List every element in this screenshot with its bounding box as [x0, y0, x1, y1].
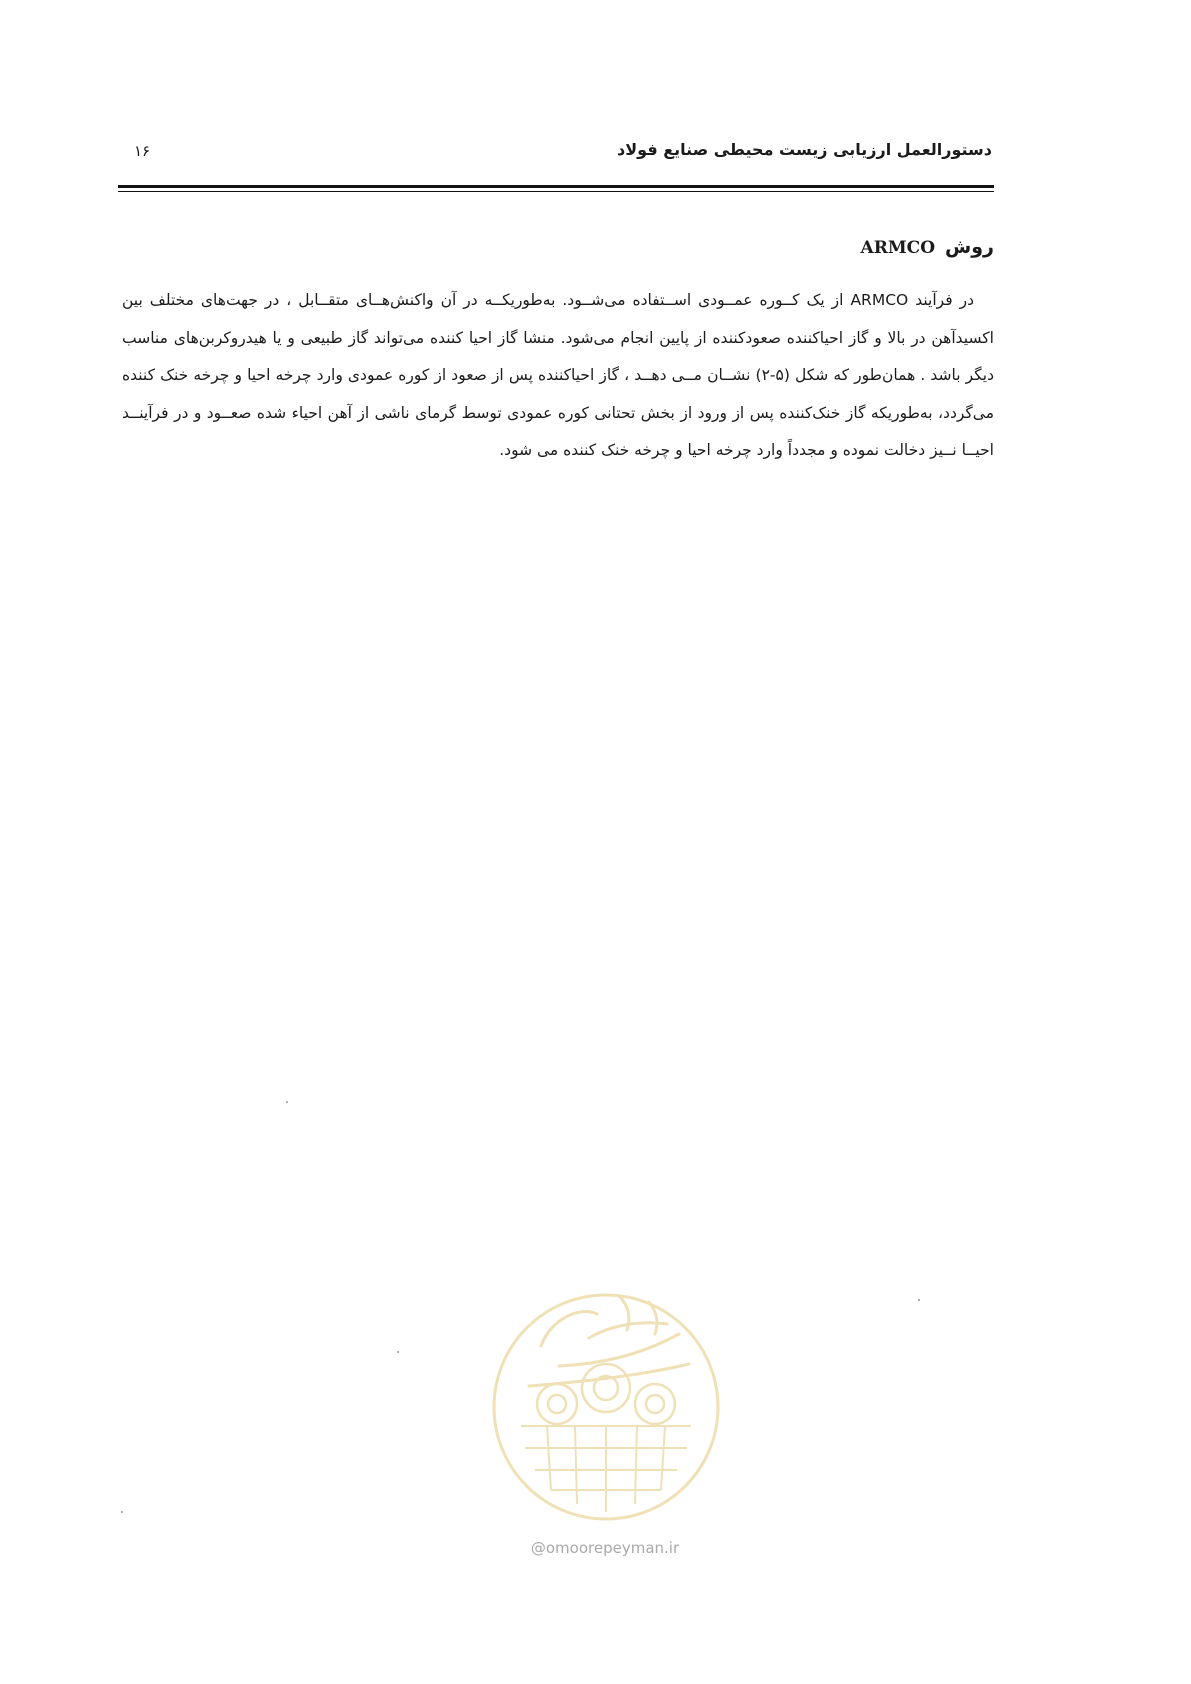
section-heading-latin: ARMCO [860, 238, 936, 258]
watermark-url: @omoorepeyman.ir [530, 1539, 680, 1557]
section-heading [861, 236, 994, 258]
page-number: ۱۶ [134, 142, 151, 160]
scan-speck [918, 1299, 920, 1301]
scan-speck [121, 1511, 123, 1513]
watermark-logo [489, 1276, 723, 1538]
header-rule-thin [118, 191, 994, 192]
section-heading-persian: روش [945, 236, 994, 258]
body-paragraph: در فرآیند ARMCO از یک کــوره عمــودی اســتفاده می‌شــود. به‌طوریکــه در آن واکنش‌هــای متقــابل ، در جهت‌های مختلف بین اکسیدآهن در بالا و گاز احیاکننده صعودکننده از پایین انجام می‌شود. منشا گاز احیا کننده می‌تواند گاز طبیعی و یا هیدروکربن‌های مناسب دیگر باشد . همان‌طور که شکل (۵-۲) نشــان مــی دهــد ، گاز احیاکننده پس از صعود از کوره عمودی وارد چرخه احیا و چرخه خنک کننده می‌گردد، به‌طوریکه گاز خنک‌کننده پس از ورود از بخش تحتانی کوره عمودی توسط گرمای ناشی از آهن احیاء شده صعــود و در فرآینــد احیــا نــیز دخالت نموده و مجدداً وارد چرخه احیا و چرخه خنک کننده می شود. [122, 291, 994, 459]
scan-speck [397, 1351, 399, 1353]
running-title: دستورالعمل ارزیابی زیست محیطی صنایع فولاد [617, 140, 992, 159]
header-rule-thick [118, 185, 994, 188]
scan-speck [286, 1101, 288, 1103]
page-header [120, 128, 992, 168]
body-text [122, 282, 994, 470]
